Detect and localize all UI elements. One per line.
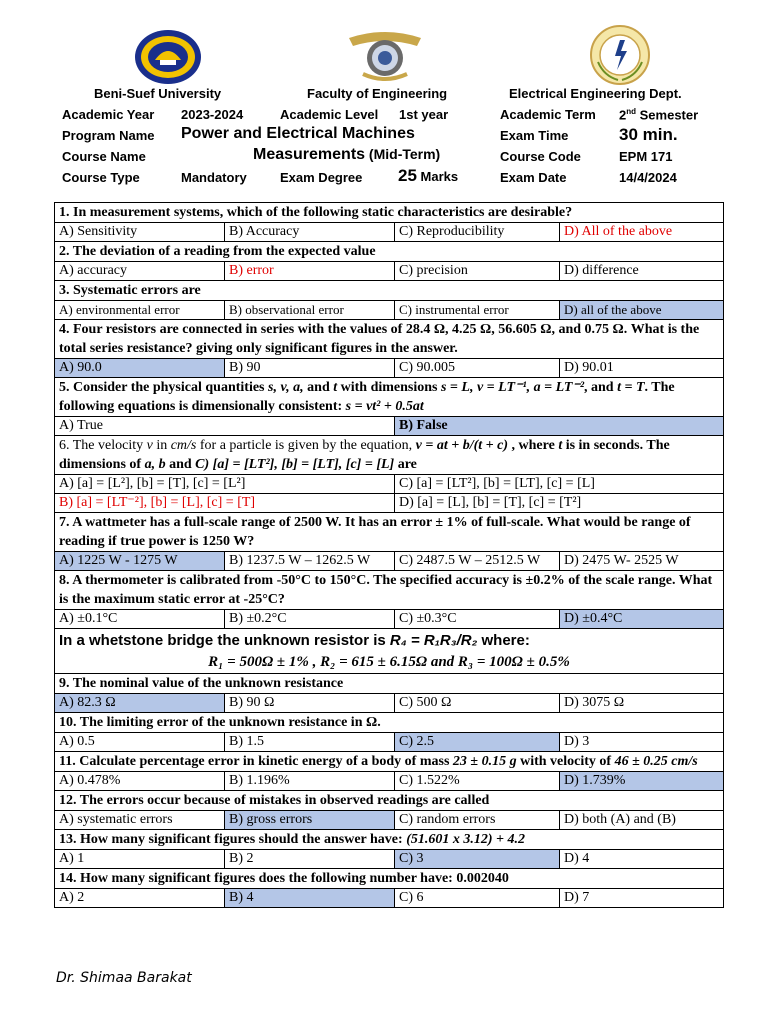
option-a[interactable]: A) [a] = [L²], [b] = [T], [c] = [L²] bbox=[55, 475, 395, 494]
option-b[interactable]: B) 1.5 bbox=[225, 733, 395, 752]
option-a[interactable]: A) ±0.1°C bbox=[55, 610, 225, 629]
faculty-name: Faculty of Engineering bbox=[307, 86, 448, 101]
question-row bbox=[55, 791, 724, 811]
option-a[interactable]: A) 2 bbox=[55, 889, 225, 908]
option-d[interactable]: D) 7 bbox=[560, 889, 724, 908]
question-row bbox=[55, 513, 724, 552]
options-row bbox=[55, 359, 724, 378]
option-d[interactable]: D) 2475 W- 2525 W bbox=[560, 552, 724, 571]
option-c[interactable]: C) Reproducibility bbox=[395, 223, 560, 242]
exam-date-value: 14/4/2024 bbox=[619, 170, 677, 185]
option-d[interactable]: D) 90.01 bbox=[560, 359, 724, 378]
option-d-selected[interactable]: D) ±0.4°C bbox=[560, 610, 724, 629]
program-name-value: Power and Electrical Machines bbox=[181, 125, 415, 142]
option-a[interactable]: A) environmental error bbox=[55, 301, 225, 320]
option-b[interactable]: B) 1.196% bbox=[225, 772, 395, 791]
option-d[interactable]: D) 3075 Ω bbox=[560, 694, 724, 713]
option-d[interactable]: D) 4 bbox=[560, 850, 724, 869]
option-b[interactable]: B) observational error bbox=[225, 301, 395, 320]
course-name-label: Course Name bbox=[62, 149, 146, 164]
exam-degree-value: 25 Marks bbox=[398, 166, 459, 185]
university-name: Beni-Suef University bbox=[94, 86, 222, 101]
options-row bbox=[55, 417, 724, 436]
option-c[interactable]: C) 90.005 bbox=[395, 359, 560, 378]
option-c[interactable]: C) 6 bbox=[395, 889, 560, 908]
logo-strip bbox=[0, 24, 768, 90]
question-row bbox=[55, 378, 724, 417]
question-8: 8. A thermometer is calibrated from -50°C to 150°C. The specified accuracy is ±0.2% of the scale range. What is the maximum static error at -25°C? bbox=[55, 571, 724, 610]
department-logo bbox=[588, 24, 652, 86]
option-d[interactable]: D) [a] = [L], [b] = [T], [c] = [T²] bbox=[395, 494, 724, 513]
course-name-value: Measurements (Mid-Term) bbox=[253, 146, 441, 163]
option-a[interactable]: A) 0.5 bbox=[55, 733, 225, 752]
course-code-label: Course Code bbox=[500, 149, 581, 164]
whetstone-bridge-statement: In a whetstone bridge the unknown resistor is R₄ = R₁R₃/R₂ where: R₁ = 500Ω ± 1% , R₂ = 615 ± 6.15Ω and R₃ = 100Ω ± 0.5% bbox=[55, 629, 724, 674]
question-5: 5. Consider the physical quantities s, v, a, and t with dimensions s = L, v = LT⁻¹, a = LT⁻², and t = T. The following equations is dimensionally consistent: s = vt² + 0.5at bbox=[55, 378, 724, 417]
option-c[interactable]: C) [a] = [LT²], [b] = [LT], [c] = [L] bbox=[395, 475, 724, 494]
program-name-label: Program Name bbox=[62, 128, 155, 143]
option-c[interactable]: C) 500 Ω bbox=[395, 694, 560, 713]
option-b[interactable]: B) 1237.5 W – 1262.5 W bbox=[225, 552, 395, 571]
option-d-selected[interactable]: D) All of the above bbox=[560, 223, 724, 242]
question-row bbox=[55, 674, 724, 694]
options-row bbox=[55, 301, 724, 320]
option-d-selected[interactable]: D) all of the above bbox=[560, 301, 724, 320]
exam-time-value: 30 min. bbox=[619, 125, 678, 144]
question-9: 9. The nominal value of the unknown resistance bbox=[55, 674, 724, 694]
exam-time-label: Exam Time bbox=[500, 128, 569, 143]
option-c[interactable]: C) precision bbox=[395, 262, 560, 281]
exam-degree-label: Exam Degree bbox=[280, 170, 363, 185]
option-d-selected[interactable]: D) 1.739% bbox=[560, 772, 724, 791]
options-row bbox=[55, 262, 724, 281]
option-c[interactable]: C) random errors bbox=[395, 811, 560, 830]
option-c[interactable]: C) 1.522% bbox=[395, 772, 560, 791]
question-4: 4. Four resistors are connected in series with the values of 28.4 Ω, 4.25 Ω, 56.605 Ω, and 0.75 Ω. What is the total series resistance? giving only significant figures in the answer. bbox=[55, 320, 724, 359]
option-a-selected[interactable]: A) 1225 W - 1275 W bbox=[55, 552, 225, 571]
option-b-selected[interactable]: B) gross errors bbox=[225, 811, 395, 830]
question-row bbox=[55, 869, 724, 889]
question-14: 14. How many significant figures does the following number have: 0.002040 bbox=[55, 869, 724, 889]
author-signature: Dr. Shimaa Barakat bbox=[56, 970, 192, 986]
option-b[interactable]: B) 90 bbox=[225, 359, 395, 378]
option-d[interactable]: D) both (A) and (B) bbox=[560, 811, 724, 830]
question-row bbox=[55, 242, 724, 262]
question-13: 13. How many significant figures should the answer have: (51.601 x 3.12) + 4.2 bbox=[55, 830, 724, 850]
question-11: 11. Calculate percentage error in kinetic energy of a body of mass 23 ± 0.15 g with velocity of 46 ± 0.25 cm/s bbox=[55, 752, 724, 772]
options-row bbox=[55, 223, 724, 242]
option-b-selected[interactable]: B) 4 bbox=[225, 889, 395, 908]
question-row bbox=[55, 281, 724, 301]
academic-level-value: 1st year bbox=[399, 107, 449, 122]
option-a[interactable]: A) True bbox=[55, 417, 395, 436]
question-row bbox=[55, 436, 724, 475]
question-12: 12. The errors occur because of mistakes in observed readings are called bbox=[55, 791, 724, 811]
option-b[interactable]: B) 2 bbox=[225, 850, 395, 869]
option-b-selected[interactable]: B) [a] = [LT⁻²], [b] = [L], [c] = [T] bbox=[55, 494, 395, 513]
options-row bbox=[55, 610, 724, 629]
options-row bbox=[55, 475, 724, 494]
options-row bbox=[55, 772, 724, 791]
faculty-of-engineering-logo bbox=[345, 24, 425, 84]
option-a[interactable]: A) accuracy bbox=[55, 262, 225, 281]
option-b-selected[interactable]: B) False bbox=[395, 417, 724, 436]
exam-date-label: Exam Date bbox=[500, 170, 567, 185]
option-b-selected[interactable]: B) error bbox=[225, 262, 395, 281]
question-row bbox=[55, 571, 724, 610]
question-row bbox=[55, 203, 724, 223]
beni-suef-university-logo bbox=[133, 24, 203, 86]
option-b[interactable]: B) Accuracy bbox=[225, 223, 395, 242]
question-10: 10. The limiting error of the unknown resistance in Ω. bbox=[55, 713, 724, 733]
question-row bbox=[55, 752, 724, 772]
option-c[interactable]: C) ±0.3°C bbox=[395, 610, 560, 629]
question-row bbox=[55, 320, 724, 359]
option-d[interactable]: D) 3 bbox=[560, 733, 724, 752]
option-c-selected[interactable]: C) 3 bbox=[395, 850, 560, 869]
bridge-intro-row bbox=[55, 629, 724, 674]
question-6: 6. The velocity v in cm/s for a particle is given by the equation, v = at + b/(t + c) , where t is in seconds. The dimensions of a, b and C) [a] = [LT²], [b] = [LT], [c] = [L] are bbox=[55, 436, 724, 475]
question-row bbox=[55, 713, 724, 733]
options-row bbox=[55, 552, 724, 571]
option-d[interactable]: D) difference bbox=[560, 262, 724, 281]
option-a[interactable]: A) systematic errors bbox=[55, 811, 225, 830]
options-row bbox=[55, 811, 724, 830]
options-row bbox=[55, 850, 724, 869]
option-a-selected[interactable]: A) 82.3 Ω bbox=[55, 694, 225, 713]
question-7: 7. A wattmeter has a full-scale range of 2500 W. It has an error ± 1% of full-scale. What would be range of reading if true power is 1250 W? bbox=[55, 513, 724, 552]
option-b[interactable]: B) ±0.2°C bbox=[225, 610, 395, 629]
question-row bbox=[55, 830, 724, 850]
academic-term-label: Academic Term bbox=[500, 107, 596, 122]
question-1: 1. In measurement systems, which of the following static characteristics are desirable? bbox=[55, 203, 724, 223]
academic-year-value: 2023-2024 bbox=[181, 107, 244, 122]
option-a[interactable]: A) 1 bbox=[55, 850, 225, 869]
course-code-value: EPM 171 bbox=[619, 149, 673, 164]
option-a-selected[interactable]: A) 90.0 bbox=[55, 359, 225, 378]
option-a[interactable]: A) Sensitivity bbox=[55, 223, 225, 242]
option-a[interactable]: A) 0.478% bbox=[55, 772, 225, 791]
option-c-selected[interactable]: C) 2.5 bbox=[395, 733, 560, 752]
academic-level-label: Academic Level bbox=[280, 107, 379, 122]
option-c[interactable]: C) instrumental error bbox=[395, 301, 560, 320]
course-type-label: Course Type bbox=[62, 170, 140, 185]
options-row bbox=[55, 889, 724, 908]
options-row bbox=[55, 494, 724, 513]
question-3: 3. Systematic errors are bbox=[55, 281, 724, 301]
option-b[interactable]: B) 90 Ω bbox=[225, 694, 395, 713]
course-type-value: Mandatory bbox=[181, 170, 247, 185]
option-c[interactable]: C) 2487.5 W – 2512.5 W bbox=[395, 552, 560, 571]
options-row bbox=[55, 733, 724, 752]
academic-term-value: 2nd Semester bbox=[619, 107, 699, 123]
department-name: Electrical Engineering Dept. bbox=[509, 86, 682, 101]
options-row bbox=[55, 694, 724, 713]
question-2: 2. The deviation of a reading from the expected value bbox=[55, 242, 724, 262]
academic-year-label: Academic Year bbox=[62, 107, 155, 122]
questions-table bbox=[54, 202, 724, 908]
